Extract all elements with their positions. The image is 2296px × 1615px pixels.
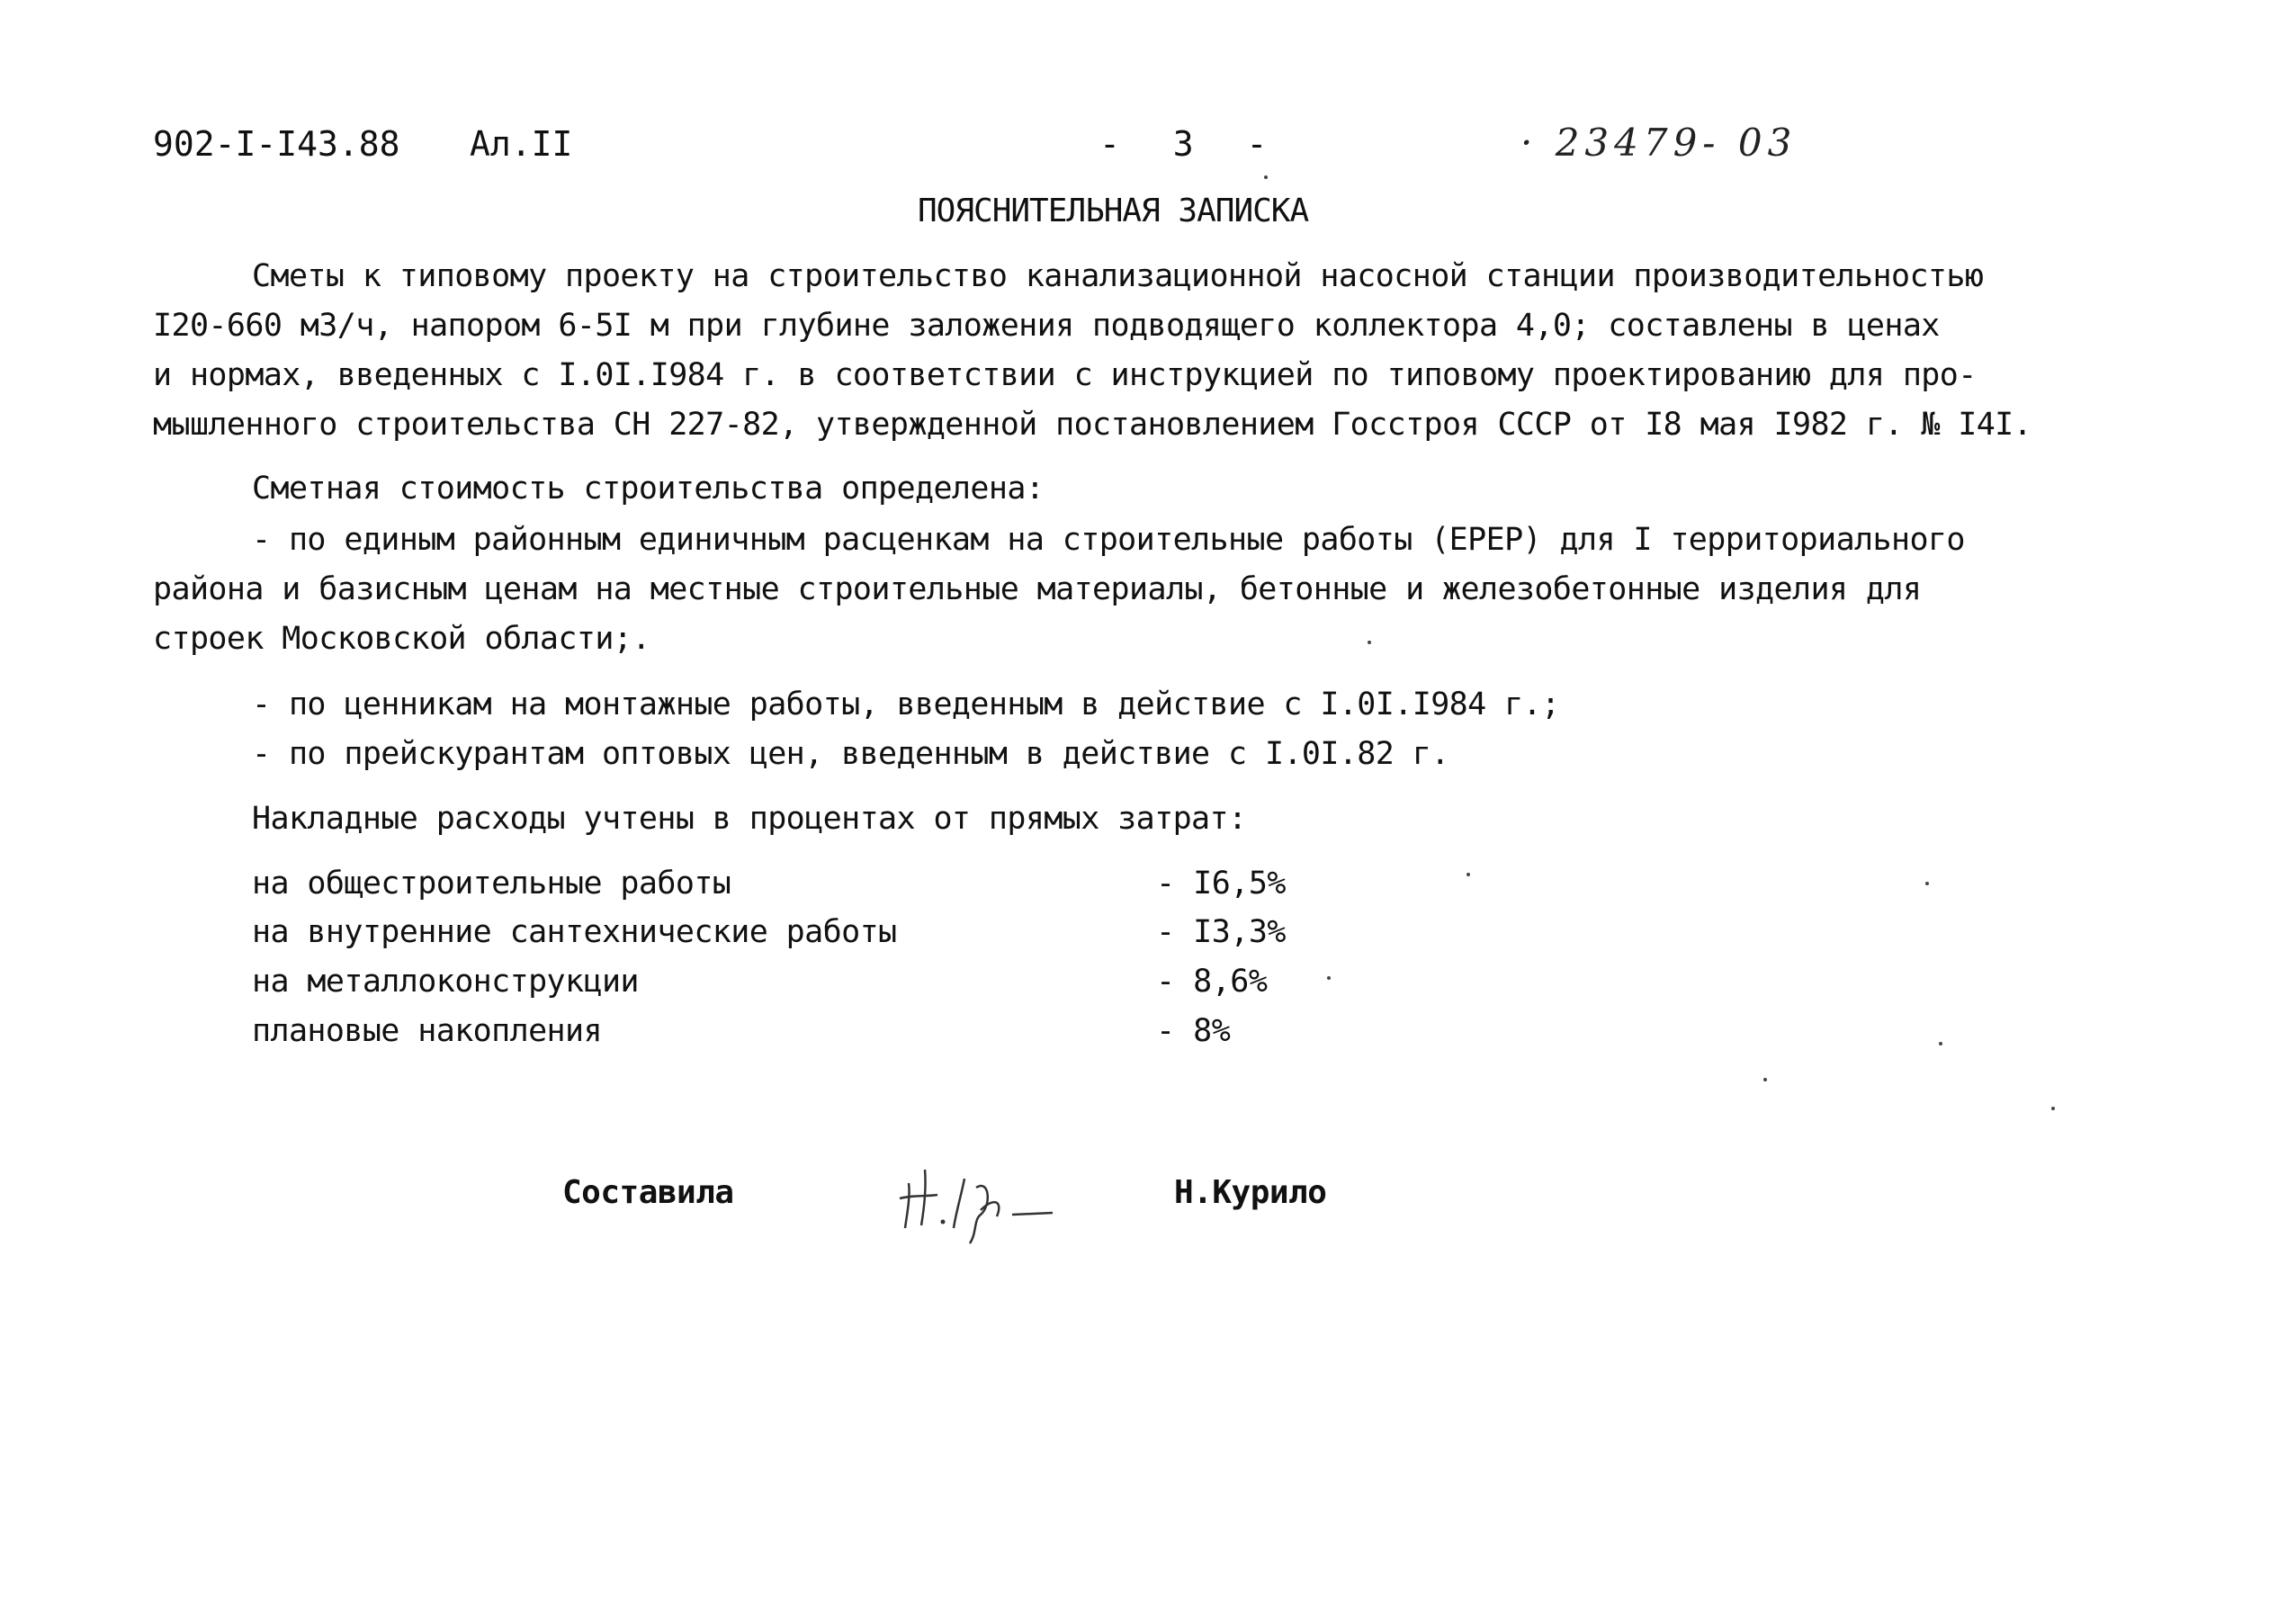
sheet-label: Ал.II xyxy=(470,124,573,164)
overhead-label: плановые накопления xyxy=(252,1013,602,1049)
page-number: - 3 - xyxy=(1099,124,1284,164)
overhead-value: - 8% xyxy=(1156,1013,1231,1049)
overhead-value: - I3,3% xyxy=(1156,914,1287,950)
overhead-label: на общестроительные работы xyxy=(252,866,731,902)
scan-speck xyxy=(1466,873,1470,876)
overhead-value: - 8,6% xyxy=(1156,964,1268,1000)
scan-speck xyxy=(1264,175,1268,179)
overhead-label: на металлоконструкции xyxy=(252,964,639,1000)
overheads-intro: Накладные расходы учтены в процентах от прямых затрат: xyxy=(252,801,1247,837)
handwritten-signature xyxy=(891,1143,1071,1251)
paragraph-line: мышленного строительства СН 227-82, утвержденной постановлением Госстроя СССР от I8 мая I982 г. № I4I. xyxy=(153,407,2032,443)
bullet-line: - по прейскурантам оптовых цен, введенным в действие с I.0I.82 г. xyxy=(252,736,1449,772)
paragraph-line: Сметы к типовому проекту на строительство канализационной насосной станции производительностью xyxy=(252,258,1984,294)
bullet-line: - по ценникам на монтажные работы, введенным в действие с I.0I.I984 г.; xyxy=(252,686,1560,722)
scan-speck xyxy=(1763,1078,1767,1081)
bullet-line: - по единым районным единичным расценкам на строительные работы (ЕРЕР) для I территориального xyxy=(252,522,1965,558)
overhead-value: - I6,5% xyxy=(1156,866,1287,902)
cost-intro: Сметная стоимость строительства определена: xyxy=(252,471,1045,507)
bullet-line: строек Московской области;. xyxy=(153,621,650,657)
document-title: ПОЯСНИТЕЛЬНАЯ ЗАПИСКА xyxy=(918,193,1309,229)
signature-name: Н.Курило xyxy=(1174,1174,1327,1211)
overhead-label: на внутренние сантехнические работы xyxy=(252,914,897,950)
scan-speck xyxy=(1368,641,1371,644)
scan-speck xyxy=(1925,882,1929,885)
signature-role: Составила xyxy=(562,1174,734,1211)
scan-speck xyxy=(1327,976,1331,980)
paragraph-line: I20-660 м3/ч, напором 6-5I м при глубине заложения подводящего коллектора 4,0; составлены в ценах xyxy=(153,308,1940,344)
bullet-line: района и базисным ценам на местные строительные материалы, бетонные и железобетонные изделия для xyxy=(153,571,1922,607)
scan-speck xyxy=(2051,1107,2055,1110)
document-code: 902-I-I43.88 xyxy=(153,124,400,164)
paragraph-line: и нормах, введенных с I.0I.I984 г. в соответствии с инструкцией по типовому проектированию для про- xyxy=(153,357,1977,393)
scan-speck xyxy=(1939,1042,1942,1045)
handwritten-archive-number: · 23479- 03 xyxy=(1520,121,1798,165)
